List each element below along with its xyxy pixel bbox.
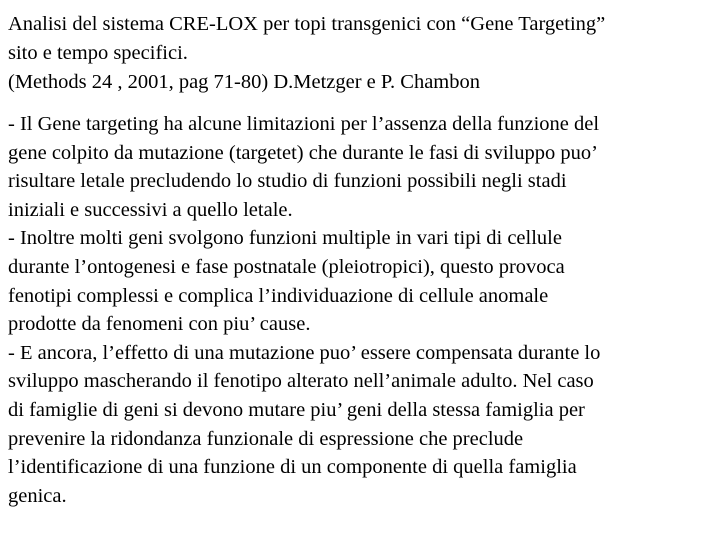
citation-line: (Methods 24 , 2001, pag 71-80) D.Metzger e P. Chambon	[8, 71, 481, 93]
body-line: gene colpito da mutazione (targetet) che durante le fasi di sviluppo puo’	[8, 141, 598, 164]
body-line: di famiglie di geni si devono mutare piu’ geni della stessa famiglia per	[8, 398, 585, 421]
slide-title-block	[8, 10, 714, 97]
body-line: fenotipi complessi e complica l’individuazione di cellule anomale	[8, 284, 549, 307]
body-line: - Inoltre molti geni svolgono funzioni multiple in vari tipi di cellule	[8, 227, 562, 250]
body-line: prevenire la ridondanza funzionale di espressione che preclude	[8, 427, 524, 450]
body-line: genica.	[8, 484, 67, 507]
body-line: l’identificazione di una funzione di un componente di quella famiglia	[8, 456, 577, 479]
body-line: risultare letale precludendo lo studio di funzioni possibili negli stadi	[8, 170, 567, 193]
body-line: durante l’ontogenesi e fase postnatale (pleiotropici), questo provoca	[8, 255, 565, 278]
body-paragraphs	[8, 110, 714, 510]
body-line: iniziali e successivi a quello letale.	[8, 198, 293, 221]
body-line: prodotte da fenomeni con piu’ cause.	[8, 313, 311, 336]
body-line: - Il Gene targeting ha alcune limitazioni per l’assenza della funzione del	[8, 113, 600, 135]
body-line: sviluppo mascherando il fenotipo alterato nell’animale adulto. Nel caso	[8, 370, 594, 393]
title-line: Analisi del sistema CRE-LOX per topi transgenici con “Gene Targeting”	[8, 13, 606, 35]
body-line: - E ancora, l’effetto di una mutazione puo’ essere compensata durante lo	[8, 341, 601, 364]
title-line: sito e tempo specifici.	[8, 42, 188, 64]
